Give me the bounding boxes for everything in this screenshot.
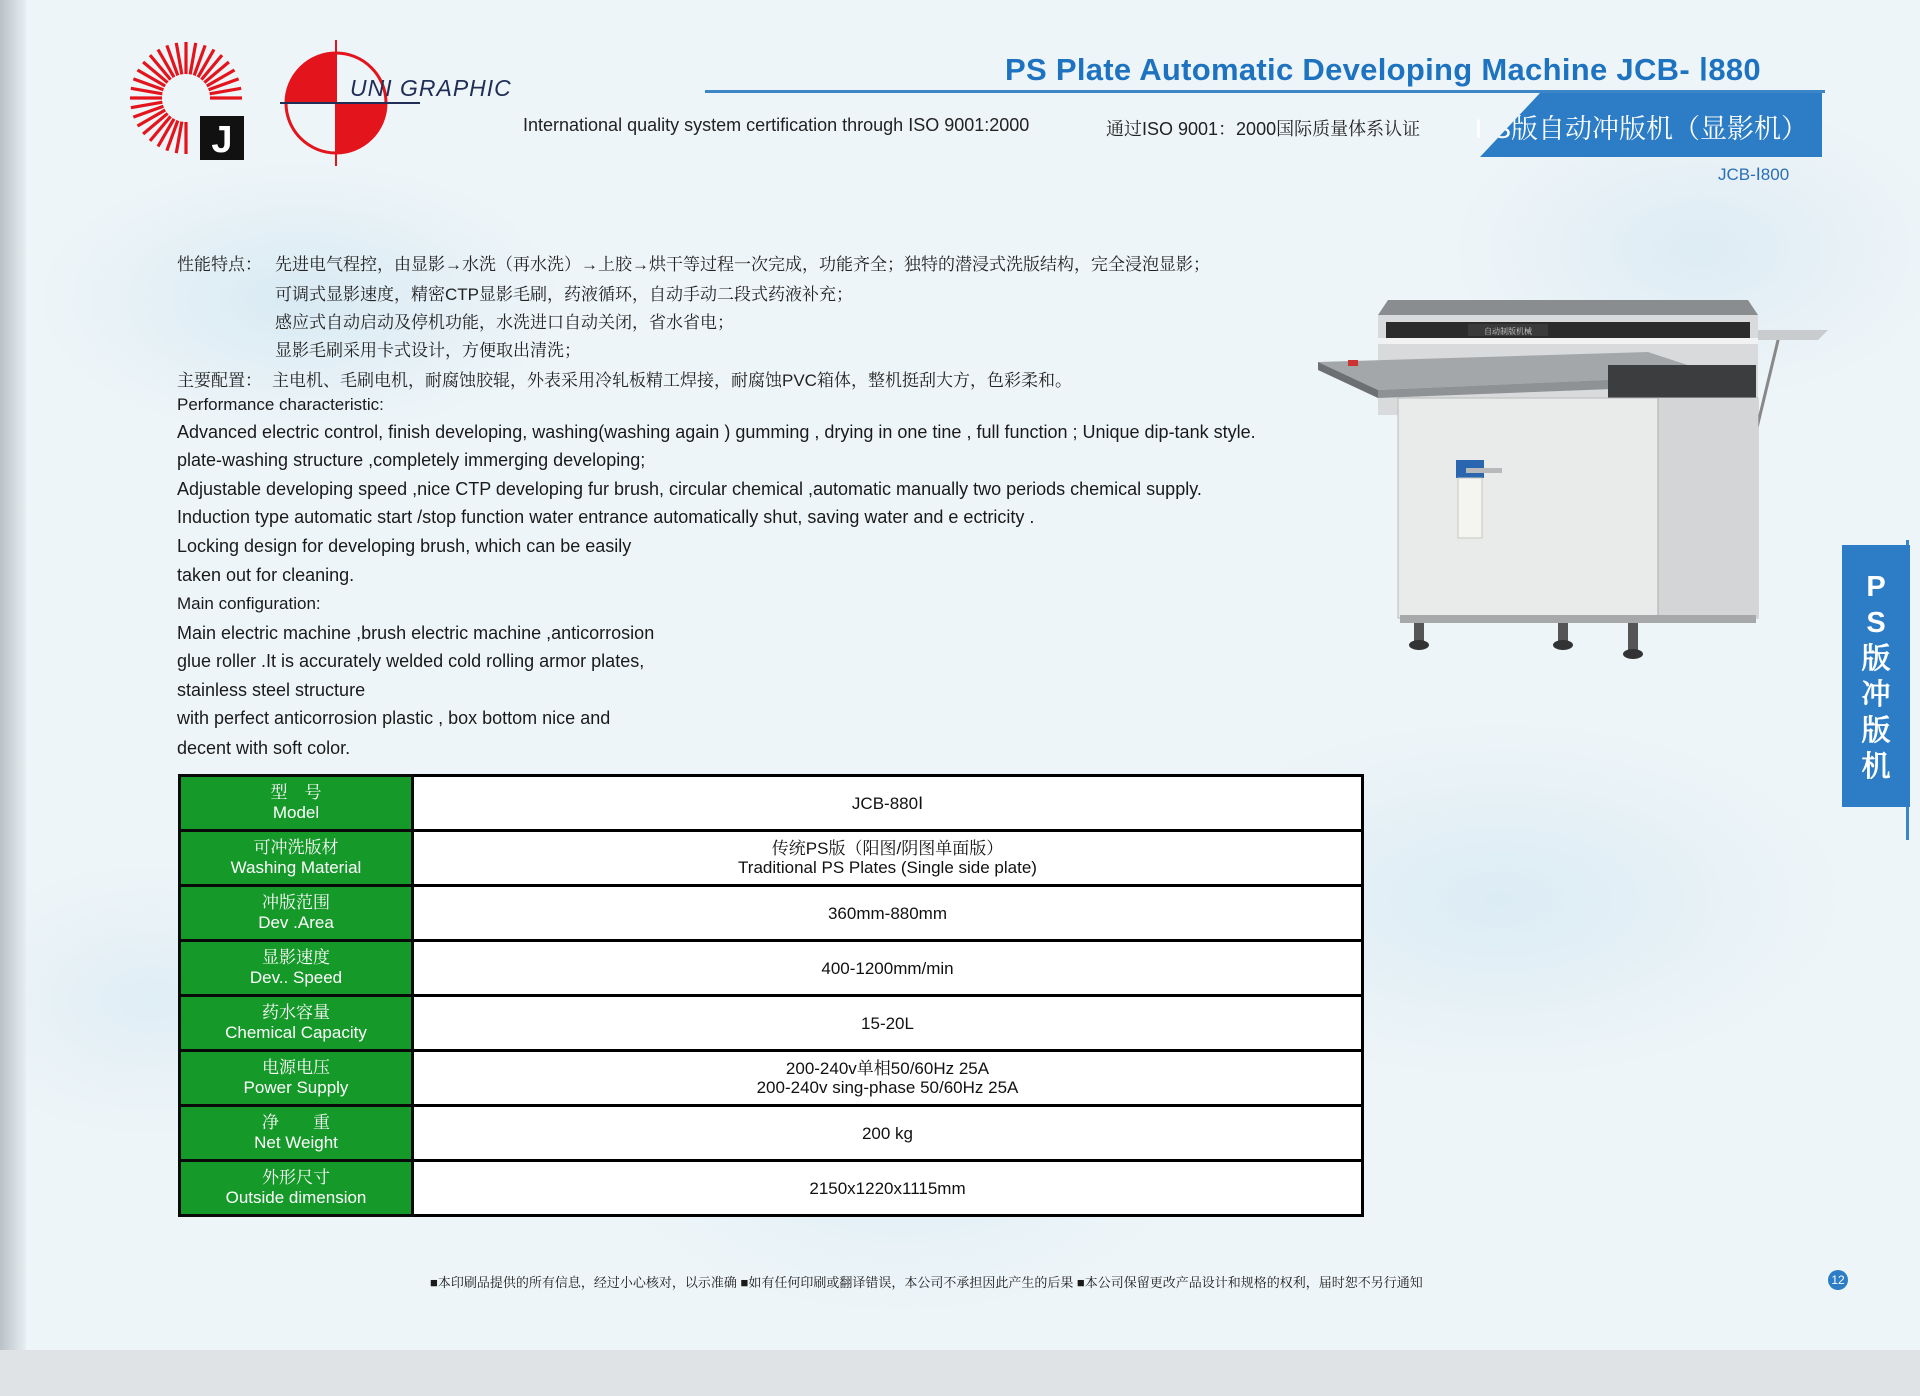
cert-text-en: International quality system certification through ISO 9001:2000: [523, 115, 1030, 135]
spec-label: [180, 776, 413, 831]
cert-text-cn: 通过ISO 9001：2000国际质量体系认证: [1106, 119, 1421, 139]
config-en-line: decent with soft color.: [177, 738, 351, 758]
spec-value-line: 400-1200mm/min: [821, 958, 954, 978]
config-en-label: Main configuration:: [177, 594, 321, 613]
config-en-line: glue roller .It is accurately welded cold rolling armor plates,: [177, 651, 645, 671]
performance-en-line: Induction type automatic start /stop function water entrance automatically shut, saving water and e ectricity .: [177, 507, 1035, 527]
spec-label-cn: 冲版范围: [262, 893, 330, 912]
side-tab-char: P: [1866, 571, 1886, 603]
performance-en-label: Performance characteristic:: [177, 395, 384, 414]
performance-en-line: Adjustable developing speed ,nice CTP developing fur brush, circular chemical ,automatic manually two periods chemical supply.: [177, 479, 1202, 499]
spec-row: [180, 1106, 1363, 1161]
spec-label: [180, 1161, 413, 1216]
spec-label-en: Dev.. Speed: [249, 968, 343, 987]
brand-name: UNI GRAPHIC: [350, 75, 512, 101]
spec-label: [180, 1051, 413, 1106]
spec-value-line: 200-240v单相50/60Hz 25A: [785, 1059, 990, 1078]
features-cn-line: 显影毛刷采用卡式设计，方便取出清洗；: [275, 341, 581, 360]
side-tab-char: 机: [1861, 751, 1891, 783]
performance-en-line: taken out for cleaning.: [177, 565, 355, 585]
spec-value-line: 200-240v sing-phase 50/60Hz 25A: [756, 1078, 1019, 1097]
features-cn-line: 先进电气程控，由显影→水洗（再水洗）→上胶→烘干等过程一次完成，功能齐全；独特的潜浸式洗版结构，完全浸泡显影；: [275, 255, 1210, 274]
spec-row: [180, 831, 1363, 886]
spec-label-cn: 显影速度: [262, 948, 330, 967]
spec-value-line: Traditional PS Plates (Single side plate): [738, 858, 1037, 877]
page-number: 12: [1828, 1270, 1848, 1290]
side-tab-char: 版: [1861, 715, 1891, 747]
spec-label-en: Net Weight: [254, 1133, 338, 1152]
developing-machine-photo: [1318, 290, 1828, 660]
product-title: PS Plate Automatic Developing Machine JCB- Ⅰ880: [1005, 52, 1761, 87]
side-tab-char: 冲: [1861, 679, 1891, 711]
spec-row: [180, 941, 1363, 996]
spec-label-cn: 药水容量: [262, 1003, 330, 1022]
spec-value-line: 15-20L: [861, 1013, 914, 1033]
features-cn-line: 感应式自动启动及停机功能，水洗进口自动关闭，省水省电；: [275, 313, 734, 332]
config-en-line: stainless steel structure: [177, 680, 366, 700]
footer-disclaimer: ■本印刷品提供的所有信息，经过小心核对，以示准确 ■如有任何印刷或翻译错误，本公司不承担因此产生的后果 ■本公司保留更改产品设计和规格的权利，届时恕不另行通知: [430, 1275, 1423, 1290]
spec-row: [180, 996, 1363, 1051]
config-cn-label: 主要配置：: [177, 371, 262, 390]
spec-label-cn: 型 号: [270, 783, 322, 802]
performance-en-line: Advanced electric control, finish developing, washing(washing again ) gumming , drying in one tine , full function ; Unique dip-tank style.: [177, 422, 1256, 442]
spec-value: [413, 941, 1363, 996]
config-cn-text: 主电机、毛刷电机，耐腐蚀胶辊，外表采用冷轧板精工焊接，耐腐蚀PVC箱体，整机挺刮大方，色彩柔和。: [272, 371, 1072, 390]
spec-value: [413, 1106, 1363, 1161]
banner-fold: [1480, 93, 1540, 157]
spec-value: [413, 886, 1363, 941]
page-gutter-shadow: [0, 0, 26, 1350]
spec-row: [180, 1051, 1363, 1106]
performance-en-line: Locking design for developing brush, which can be easily: [177, 536, 632, 556]
banner-text: PS版自动冲版机（显影机）: [1474, 114, 1808, 144]
logo-letter: J: [211, 119, 233, 161]
features-cn-line: 可调式显影速度，精密CTP显影毛刷，药液循环，自动手动二段式药液补充；: [275, 285, 853, 304]
spec-label-en: Washing Material: [230, 858, 362, 877]
uni-graphic-logo: [280, 40, 420, 166]
spec-value-line: 传统PS版（阳图/阴图单面版）: [771, 839, 1004, 858]
performance-en-line: plate-washing structure ,completely immerging developing;: [177, 450, 646, 470]
spec-label: [180, 941, 413, 996]
spec-row: [180, 886, 1363, 941]
spec-label: [180, 831, 413, 886]
side-tab-char: 版: [1861, 643, 1891, 675]
spec-label-en: Power Supply: [243, 1078, 349, 1097]
spec-value: [413, 1161, 1363, 1216]
spec-value-line: JCB-880Ⅰ: [851, 793, 924, 813]
scan-bottom-margin: [0, 1350, 1920, 1396]
spec-label-cn: 可冲洗版材: [253, 838, 339, 857]
spec-row: [180, 776, 1363, 831]
machine-panel-label: 自动制版机械: [1484, 327, 1532, 336]
spec-label-en: Outside dimension: [225, 1188, 367, 1207]
spec-value: [413, 831, 1363, 886]
spec-value: [413, 776, 1363, 831]
config-en-line: Main electric machine ,brush electric machine ,anticorrosion: [177, 623, 655, 643]
spec-label: [180, 996, 413, 1051]
spec-row: [180, 1161, 1363, 1216]
sunburst-j-logo: [128, 40, 250, 162]
spec-value-line: 2150x1220x1115mm: [809, 1178, 966, 1198]
config-en-line: with perfect anticorrosion plastic , box bottom nice and: [177, 708, 611, 728]
spec-label-cn: 净 重: [262, 1113, 330, 1132]
features-cn-label: 性能特点：: [177, 255, 262, 274]
spec-table: [178, 774, 1364, 1217]
spec-value: [413, 1051, 1363, 1106]
spec-value: [413, 996, 1363, 1051]
spec-label: [180, 1106, 413, 1161]
spec-label-en: Chemical Capacity: [225, 1023, 367, 1042]
spec-label-en: Dev .Area: [258, 913, 334, 932]
spec-value-line: 360mm-880mm: [827, 903, 948, 923]
model-tag: JCB-Ⅰ800: [1718, 165, 1790, 184]
side-tab: [1842, 545, 1910, 807]
spec-value-line: 200 kg: [861, 1123, 914, 1143]
spec-label-cn: 电源电压: [262, 1058, 330, 1077]
spec-label-en: Model: [272, 803, 320, 822]
side-tab-char: S: [1866, 607, 1886, 639]
spec-label: [180, 886, 413, 941]
spec-label-cn: 外形尺寸: [262, 1168, 330, 1187]
